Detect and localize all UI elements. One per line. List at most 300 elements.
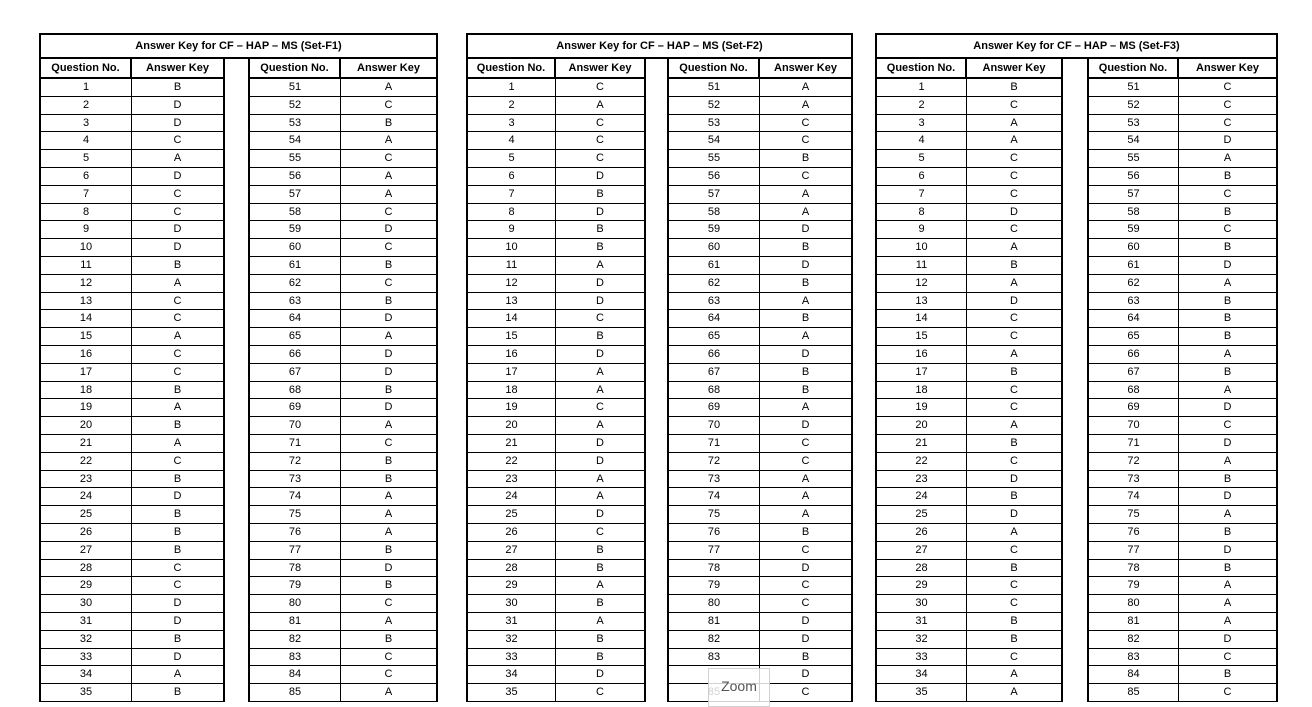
answer-letter: C [801, 597, 810, 610]
table-row [41, 524, 223, 542]
answer-letter: D [1223, 436, 1232, 449]
answer-letter: D [1010, 205, 1018, 218]
answer-letter: C [1010, 579, 1018, 592]
table-row [250, 132, 436, 150]
table-row [669, 204, 851, 222]
question-number: 7 [468, 186, 556, 203]
table-row [250, 328, 436, 346]
table-row [41, 488, 223, 506]
answer-letter: A [801, 490, 810, 503]
question-number: 3 [41, 115, 132, 132]
question-number: 2 [877, 97, 967, 114]
question-number: 6 [41, 168, 132, 185]
answer-letter: C [1010, 312, 1018, 325]
answer-letter: D [173, 614, 182, 627]
question-number: 73 [669, 471, 760, 488]
answer-letter: A [1223, 597, 1232, 610]
answer-letter: C [1010, 169, 1018, 182]
question-number: 6 [877, 168, 967, 185]
answer-letter: B [384, 579, 393, 592]
question-number: 33 [877, 649, 967, 666]
answer-letter: C [384, 597, 393, 610]
question-number: 80 [250, 595, 341, 612]
question-number: 9 [41, 221, 132, 238]
question-number: 28 [877, 560, 967, 577]
table-row [468, 560, 644, 578]
table-row [468, 542, 644, 560]
question-number: 67 [250, 364, 341, 381]
answer-letter: B [801, 365, 810, 378]
answer-key-header: Answer Key [146, 62, 209, 74]
answer-letter: A [801, 187, 810, 200]
table-row [669, 435, 851, 453]
answer-letter: A [1010, 116, 1018, 129]
question-number: 83 [669, 649, 760, 666]
answer-letter: D [801, 419, 810, 432]
question-number: 61 [250, 257, 341, 274]
table-row [250, 97, 436, 115]
answer-letter: C [596, 686, 604, 699]
table-row [250, 684, 436, 702]
question-number: 21 [41, 435, 132, 452]
question-number: 54 [669, 132, 760, 149]
question-number: 17 [41, 364, 132, 381]
answer-letter: C [801, 436, 810, 449]
question-number: 77 [250, 542, 341, 559]
answer-letter: B [596, 543, 604, 556]
table-row [1089, 631, 1276, 649]
question-number: 68 [669, 382, 760, 399]
answer-letter: C [1010, 383, 1018, 396]
table-row [669, 310, 851, 328]
question-number: 2 [468, 97, 556, 114]
question-number: 23 [468, 471, 556, 488]
table-row [250, 417, 436, 435]
table-row [1089, 488, 1276, 506]
question-number: 1 [468, 79, 556, 96]
question-number: 70 [250, 417, 341, 434]
question-no-header: Question No. [1089, 59, 1179, 77]
answer-letter: B [173, 632, 182, 645]
question-number: 51 [1089, 79, 1179, 96]
question-number: 59 [669, 221, 760, 238]
table-row [1089, 649, 1276, 667]
table-row [669, 631, 851, 649]
answer-letter: A [801, 472, 810, 485]
question-number: 77 [669, 542, 760, 559]
question-number: 9 [877, 221, 967, 238]
answer-key-title: Answer Key for CF – HAP – MS (Set-F3) [875, 33, 1278, 59]
table-row [250, 221, 436, 239]
question-number: 65 [669, 328, 760, 345]
answer-letter: A [596, 614, 604, 627]
question-number: 21 [877, 435, 967, 452]
answer-letter: C [173, 134, 182, 147]
table-row [877, 382, 1061, 400]
table-row [41, 435, 223, 453]
table-row [41, 399, 223, 417]
question-number: 84 [1089, 666, 1179, 683]
answer-letter: A [1223, 454, 1232, 467]
answer-letter: B [173, 543, 182, 556]
table-row [1089, 613, 1276, 631]
question-number: 4 [468, 132, 556, 149]
table-row [877, 150, 1061, 168]
answer-letter: B [801, 241, 810, 254]
question-number: 65 [1089, 328, 1179, 345]
answer-letter: A [1010, 276, 1018, 289]
answer-letter: C [801, 454, 810, 467]
answer-letter: C [384, 152, 393, 165]
table-row [468, 417, 644, 435]
answer-letter: C [1010, 330, 1018, 343]
table-row [250, 577, 436, 595]
answer-letter: C [1010, 187, 1018, 200]
table-row [877, 221, 1061, 239]
table-row [669, 471, 851, 489]
answer-key-header: Answer Key [982, 62, 1046, 74]
table-row [669, 257, 851, 275]
answer-key-title: Answer Key for CF – HAP – MS (Set-F2) [466, 33, 853, 59]
table-row [250, 613, 436, 631]
table-row [250, 560, 436, 578]
table-row [1089, 310, 1276, 328]
questions-51-85-table [248, 59, 438, 702]
table-row [877, 168, 1061, 186]
table-row [41, 150, 223, 168]
table-header-row [1089, 59, 1276, 79]
question-no-header: Question No. [877, 59, 967, 77]
question-number: 51 [250, 79, 341, 96]
table-row [41, 684, 223, 702]
question-number: 7 [877, 186, 967, 203]
question-number: 22 [468, 453, 556, 470]
answer-letter: A [1010, 241, 1018, 254]
answer-letter: B [173, 508, 182, 521]
question-number: 31 [41, 613, 132, 630]
table-row [1089, 524, 1276, 542]
table-row [669, 364, 851, 382]
question-number: 7 [41, 186, 132, 203]
question-number: 73 [250, 471, 341, 488]
table-row [468, 453, 644, 471]
answer-letter: D [801, 258, 810, 271]
question-number: 79 [669, 577, 760, 594]
answer-letter: C [1223, 650, 1232, 663]
question-number: 70 [669, 417, 760, 434]
question-number: 29 [877, 577, 967, 594]
question-number: 28 [41, 560, 132, 577]
table-row [468, 168, 644, 186]
table-row [877, 506, 1061, 524]
question-number: 15 [468, 328, 556, 345]
question-number: 64 [669, 310, 760, 327]
table-row [1089, 453, 1276, 471]
answer-letter: A [1010, 686, 1018, 699]
answer-letter: C [384, 436, 393, 449]
table-row [468, 364, 644, 382]
answer-letter: A [596, 490, 604, 503]
table-row [1089, 115, 1276, 133]
question-number: 19 [41, 399, 132, 416]
answer-letter: B [384, 383, 393, 396]
table-row [1089, 97, 1276, 115]
table-row [41, 577, 223, 595]
question-number: 68 [1089, 382, 1179, 399]
question-number: 58 [1089, 204, 1179, 221]
table-row [669, 221, 851, 239]
table-row [669, 97, 851, 115]
question-number: 80 [1089, 595, 1179, 612]
question-number: 56 [250, 168, 341, 185]
table-row [41, 417, 223, 435]
table-row [468, 293, 644, 311]
answer-letter: C [1010, 98, 1018, 111]
answer-letter: B [1223, 241, 1232, 254]
question-number: 10 [41, 239, 132, 256]
answer-letter: C [1223, 223, 1232, 236]
table-row [468, 382, 644, 400]
answer-letter: A [384, 614, 393, 627]
table-row [1089, 382, 1276, 400]
answer-letter: D [1223, 490, 1232, 503]
question-number: 14 [41, 310, 132, 327]
table-row [41, 595, 223, 613]
question-number: 12 [468, 275, 556, 292]
answer-letter: A [384, 490, 393, 503]
answer-letter: A [1223, 152, 1232, 165]
question-number: 4 [41, 132, 132, 149]
table-row [877, 79, 1061, 97]
question-number: 70 [1089, 417, 1179, 434]
answer-letter: A [384, 508, 393, 521]
answer-letter: A [596, 383, 604, 396]
question-number: 17 [468, 364, 556, 381]
answer-letter: B [384, 294, 393, 307]
question-number: 8 [41, 204, 132, 221]
answer-letter: D [596, 294, 604, 307]
table-row [250, 506, 436, 524]
answer-letter: D [173, 490, 182, 503]
table-row [468, 684, 644, 702]
table-row [877, 417, 1061, 435]
question-number: 76 [669, 524, 760, 541]
question-number: 74 [669, 488, 760, 505]
question-number: 26 [41, 524, 132, 541]
answer-letter: C [384, 241, 393, 254]
answer-letter: A [384, 419, 393, 432]
answer-letter: B [596, 241, 604, 254]
table-row [468, 577, 644, 595]
table-row [1089, 221, 1276, 239]
question-number: 78 [669, 560, 760, 577]
answer-letter: D [384, 312, 393, 325]
answer-letter: C [173, 205, 182, 218]
question-number: 85 [250, 684, 341, 701]
table-row [1089, 666, 1276, 684]
table-row [1089, 417, 1276, 435]
question-number: 65 [250, 328, 341, 345]
table-row [41, 364, 223, 382]
question-number: 16 [877, 346, 967, 363]
question-number: 26 [877, 524, 967, 541]
question-number: 69 [1089, 399, 1179, 416]
table-row [669, 132, 851, 150]
question-number: 67 [1089, 364, 1179, 381]
table-row [41, 542, 223, 560]
questions-1-35-table [39, 59, 225, 702]
question-number: 71 [250, 435, 341, 452]
table-row [250, 649, 436, 667]
answer-key-header: Answer Key [357, 62, 420, 74]
table-row [669, 275, 851, 293]
question-number: 33 [41, 649, 132, 666]
answer-letter: A [384, 686, 393, 699]
table-row [250, 631, 436, 649]
answer-letter: D [801, 347, 810, 360]
table-row [669, 542, 851, 560]
answer-letter: B [801, 525, 810, 538]
answer-letter: C [801, 686, 810, 699]
questions-51-85-table [667, 59, 853, 702]
answer-letter: A [596, 419, 604, 432]
answer-letter: B [596, 597, 604, 610]
answer-letter: A [173, 330, 182, 343]
table-row [669, 649, 851, 667]
answer-letter: C [384, 650, 393, 663]
question-number: 14 [877, 310, 967, 327]
answer-letter: D [1010, 508, 1018, 521]
question-number: 59 [1089, 221, 1179, 238]
table-row [669, 577, 851, 595]
answer-letter: D [596, 276, 604, 289]
table-row [468, 97, 644, 115]
answer-letter: D [384, 223, 393, 236]
table-row [468, 595, 644, 613]
table-row [877, 631, 1061, 649]
answer-letter: D [596, 347, 604, 360]
table-row [468, 257, 644, 275]
table-row [669, 382, 851, 400]
question-number: 55 [1089, 150, 1179, 167]
answer-letter: C [1223, 419, 1232, 432]
answer-letter: C [384, 668, 393, 681]
question-number: 75 [1089, 506, 1179, 523]
answer-letter: C [1010, 223, 1018, 236]
answer-letter: D [1010, 294, 1018, 307]
table-row [41, 560, 223, 578]
table-row [877, 684, 1061, 702]
question-number: 52 [669, 97, 760, 114]
table-row [41, 453, 223, 471]
answer-letter: A [384, 81, 393, 93]
table-row [877, 453, 1061, 471]
answer-letter: C [801, 169, 810, 182]
answer-letter: A [1223, 276, 1232, 289]
answer-letter: C [173, 454, 182, 467]
answer-letter: D [596, 454, 604, 467]
table-row [877, 542, 1061, 560]
answer-letter: B [1223, 205, 1232, 218]
question-number: 28 [468, 560, 556, 577]
table-row [41, 275, 223, 293]
table-row [877, 595, 1061, 613]
table-row [250, 346, 436, 364]
answer-letter: B [384, 116, 393, 129]
answer-letter: C [1010, 543, 1018, 556]
table-header-row [250, 59, 436, 79]
question-number: 76 [250, 524, 341, 541]
question-number: 15 [41, 328, 132, 345]
question-number: 26 [468, 524, 556, 541]
table-row [1089, 168, 1276, 186]
answer-letter: C [384, 205, 393, 218]
question-number: 35 [877, 684, 967, 701]
question-number: 29 [468, 577, 556, 594]
question-number: 84 [250, 666, 341, 683]
table-row [468, 221, 644, 239]
table-row [877, 649, 1061, 667]
zoom-button[interactable]: Zoom [708, 668, 770, 707]
question-number: 24 [468, 488, 556, 505]
table-row [250, 488, 436, 506]
table-row [41, 328, 223, 346]
question-number: 53 [669, 115, 760, 132]
answer-letter: C [596, 401, 604, 414]
question-number: 83 [1089, 649, 1179, 666]
question-number: 1 [41, 79, 132, 96]
answer-letter: C [1223, 116, 1232, 129]
question-number: 12 [877, 275, 967, 292]
answer-letter: A [801, 205, 810, 218]
question-number: 83 [250, 649, 341, 666]
question-number: 18 [877, 382, 967, 399]
question-number: 69 [250, 399, 341, 416]
table-row [250, 399, 436, 417]
answer-letter: B [1223, 472, 1232, 485]
question-number: 13 [468, 293, 556, 310]
answer-letter: B [801, 383, 810, 396]
answer-letter: B [1223, 525, 1232, 538]
answer-letter: C [173, 347, 182, 360]
question-number: 27 [468, 542, 556, 559]
question-number: 34 [877, 666, 967, 683]
table-row [250, 275, 436, 293]
answer-letter: A [1223, 383, 1232, 396]
answer-letter: A [384, 330, 393, 343]
question-number: 1 [877, 79, 967, 96]
table-row [468, 150, 644, 168]
question-number: 5 [877, 150, 967, 167]
answer-letter: A [1010, 525, 1018, 538]
table-row [41, 346, 223, 364]
answer-letter: C [173, 187, 182, 200]
question-number: 78 [1089, 560, 1179, 577]
table-row [1089, 399, 1276, 417]
question-number: 78 [250, 560, 341, 577]
answer-letter: C [596, 152, 604, 165]
answer-letter: A [596, 258, 604, 271]
answer-letter: D [801, 614, 810, 627]
question-number: 54 [1089, 132, 1179, 149]
table-row [41, 649, 223, 667]
question-number: 72 [1089, 453, 1179, 470]
answer-letter: B [384, 543, 393, 556]
question-number: 13 [877, 293, 967, 310]
question-number: 79 [1089, 577, 1179, 594]
answer-letter: D [801, 668, 810, 681]
question-number: 19 [468, 399, 556, 416]
